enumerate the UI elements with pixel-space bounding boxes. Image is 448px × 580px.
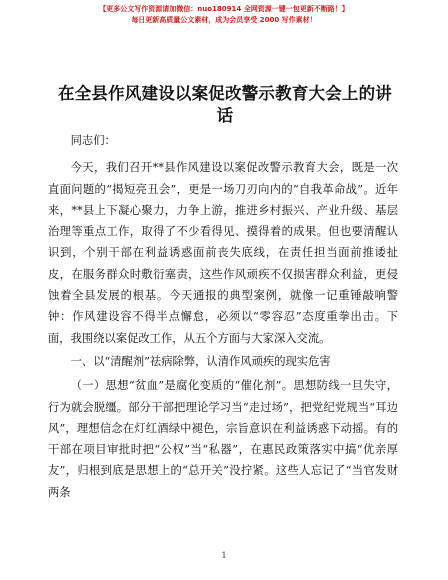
promo-banner <box>0 4 448 26</box>
intro-paragraph: 今天，我们召开**县作风建设以案促改警示教育大会，既是一次直面问题的“揭短亮丑会”，更是一场刀刃向内的“自我革命战”。近年来，**县上下凝心聚力，力争上游，推进乡村振兴、产业升级、基层治理等重点工作，取得了不少看得见、摸得着的成果。但也要清醒认识到，个别干部在利益诱惑面前丧失底线，在责任担当面前推诿扯皮，在服务群众时敷衍塞责，这些作风顽疾不仅损害群众利益，更侵蚀着全县发展的根基。今天通报的典型案例，就像一记重锤敲响警钟：作风建设容不得半点懈怠，必须以“零容忍”态度重拳出击。下面，我围绕以案促改工作，从五个方面与大家深入交流。 <box>48 161 398 345</box>
page-number: 1 <box>221 551 227 560</box>
section-heading: 一、以“清醒剂”祛病除弊，认清作风顽疾的现实危害 <box>70 354 331 368</box>
salutation: 同志们： <box>70 134 116 147</box>
promo-banner-line-2: 每日更新高质量公文素材，成为会员享受 2000 写作素材！ <box>131 16 317 24</box>
document-body <box>48 130 398 503</box>
promo-banner-line-1: 【更多公文写作资源请加微信：nuo180914 全网资源一键一包更新不断路！】 <box>99 5 349 13</box>
section-paragraph: （一）思想“贫血”是腐化变质的“催化剂”。思想防线一旦失守，行为就会脱缰。部分干部把理论学习当“走过场”，把党纪党规当“耳边风”，理想信念在灯红酒绿中褪色，宗旨意识在利益诱惑下动摇。有的干部在项目审批时把“公权”当“私器”，在惠民政策落实中搞“优亲厚友”，归根到底是思想上的“总开关”没拧紧。这些人忘记了“当官发财两条 <box>48 379 398 499</box>
document-title: 在全县作风建设以案促改警示教育大会上的讲话 <box>58 84 392 125</box>
